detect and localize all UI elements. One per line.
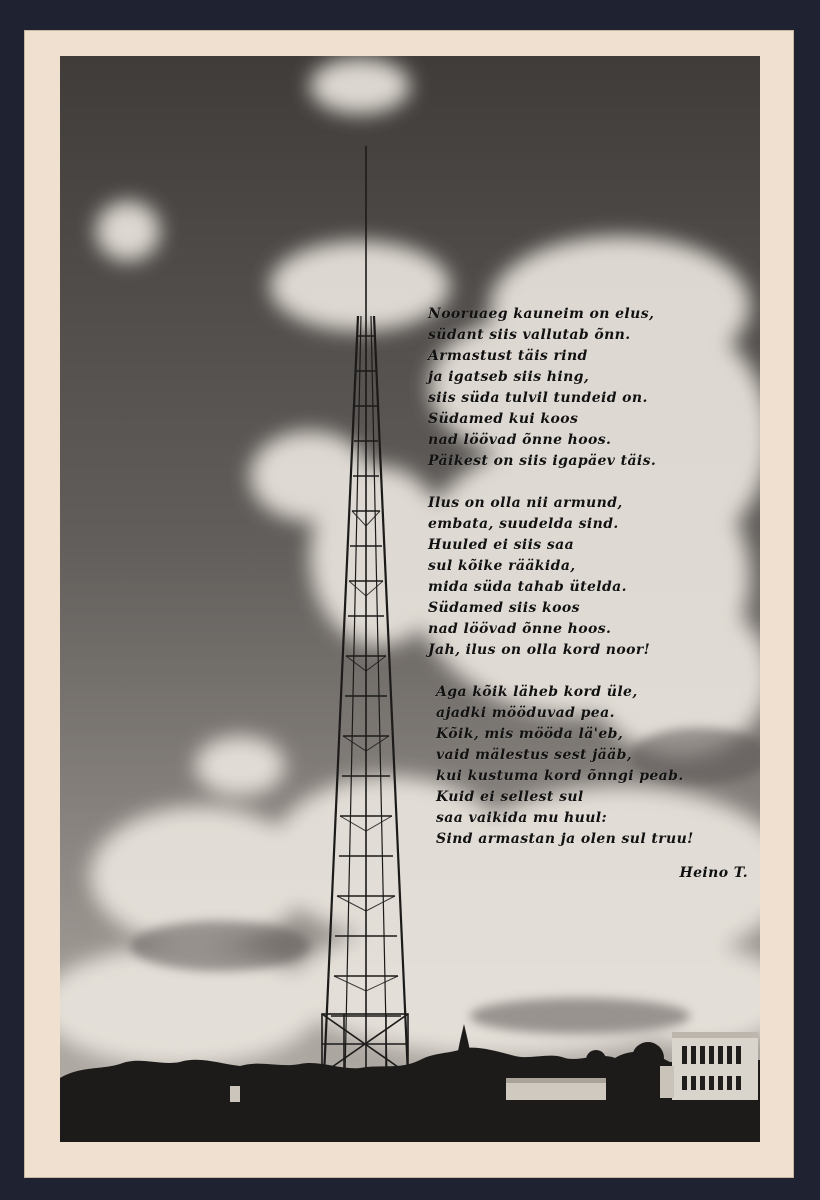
- poem-line: Aga kõik läheb kord üle,: [436, 684, 638, 700]
- poem-line: Huuled ei siis saa: [428, 537, 575, 553]
- photograph: [60, 56, 760, 1142]
- poem-line: ajadki mööduvad pea.: [436, 705, 615, 721]
- postcard: [24, 30, 794, 1178]
- poem-line: saa vaikida mu huul:: [436, 810, 608, 826]
- poem-line: kui kustuma kord õnngi peab.: [436, 768, 684, 784]
- poem-line: Ilus on olla nii armund,: [428, 495, 623, 511]
- poem-line: Kõik, mis mööda lä'eb,: [436, 726, 624, 742]
- poem-line: südant siis vallutab õnn.: [428, 327, 631, 343]
- poem-line: Südamed siis koos: [428, 600, 580, 616]
- poem-line: vaid mälestus sest jääb,: [436, 747, 633, 763]
- poem-line: ja igatseb siis hing,: [428, 369, 590, 385]
- stanza-2: [428, 493, 758, 661]
- poem-line: Kuid ei sellest sul: [436, 789, 584, 805]
- poem-line: Armastust täis rind: [428, 348, 588, 364]
- poem-line: mida süda tahab ütelda.: [428, 579, 627, 595]
- poem-line: Jah, ilus on olla kord noor!: [428, 642, 651, 658]
- poem-line: Päikest on siis igapäev täis.: [428, 453, 657, 469]
- stanza-3: [428, 682, 758, 850]
- poem-signature: Heino T.: [679, 865, 748, 881]
- poem-line: nad löövad õnne hoos.: [428, 621, 612, 637]
- poem-line: Nooruaeg kauneim on elus,: [428, 306, 655, 322]
- ground: [60, 1100, 760, 1142]
- poem-line: siis süda tulvil tundeid on.: [428, 390, 648, 406]
- poem-line: nad löövad õnne hoos.: [428, 432, 612, 448]
- poem-line: sul kõike rääkida,: [428, 558, 576, 574]
- poem: [428, 304, 758, 884]
- poem-line: Sind armastan ja olen sul truu!: [436, 831, 694, 847]
- poem-line: Südamed kui koos: [428, 411, 579, 427]
- poem-line: embata, suudelda sind.: [428, 516, 619, 532]
- stanza-1: [428, 304, 758, 472]
